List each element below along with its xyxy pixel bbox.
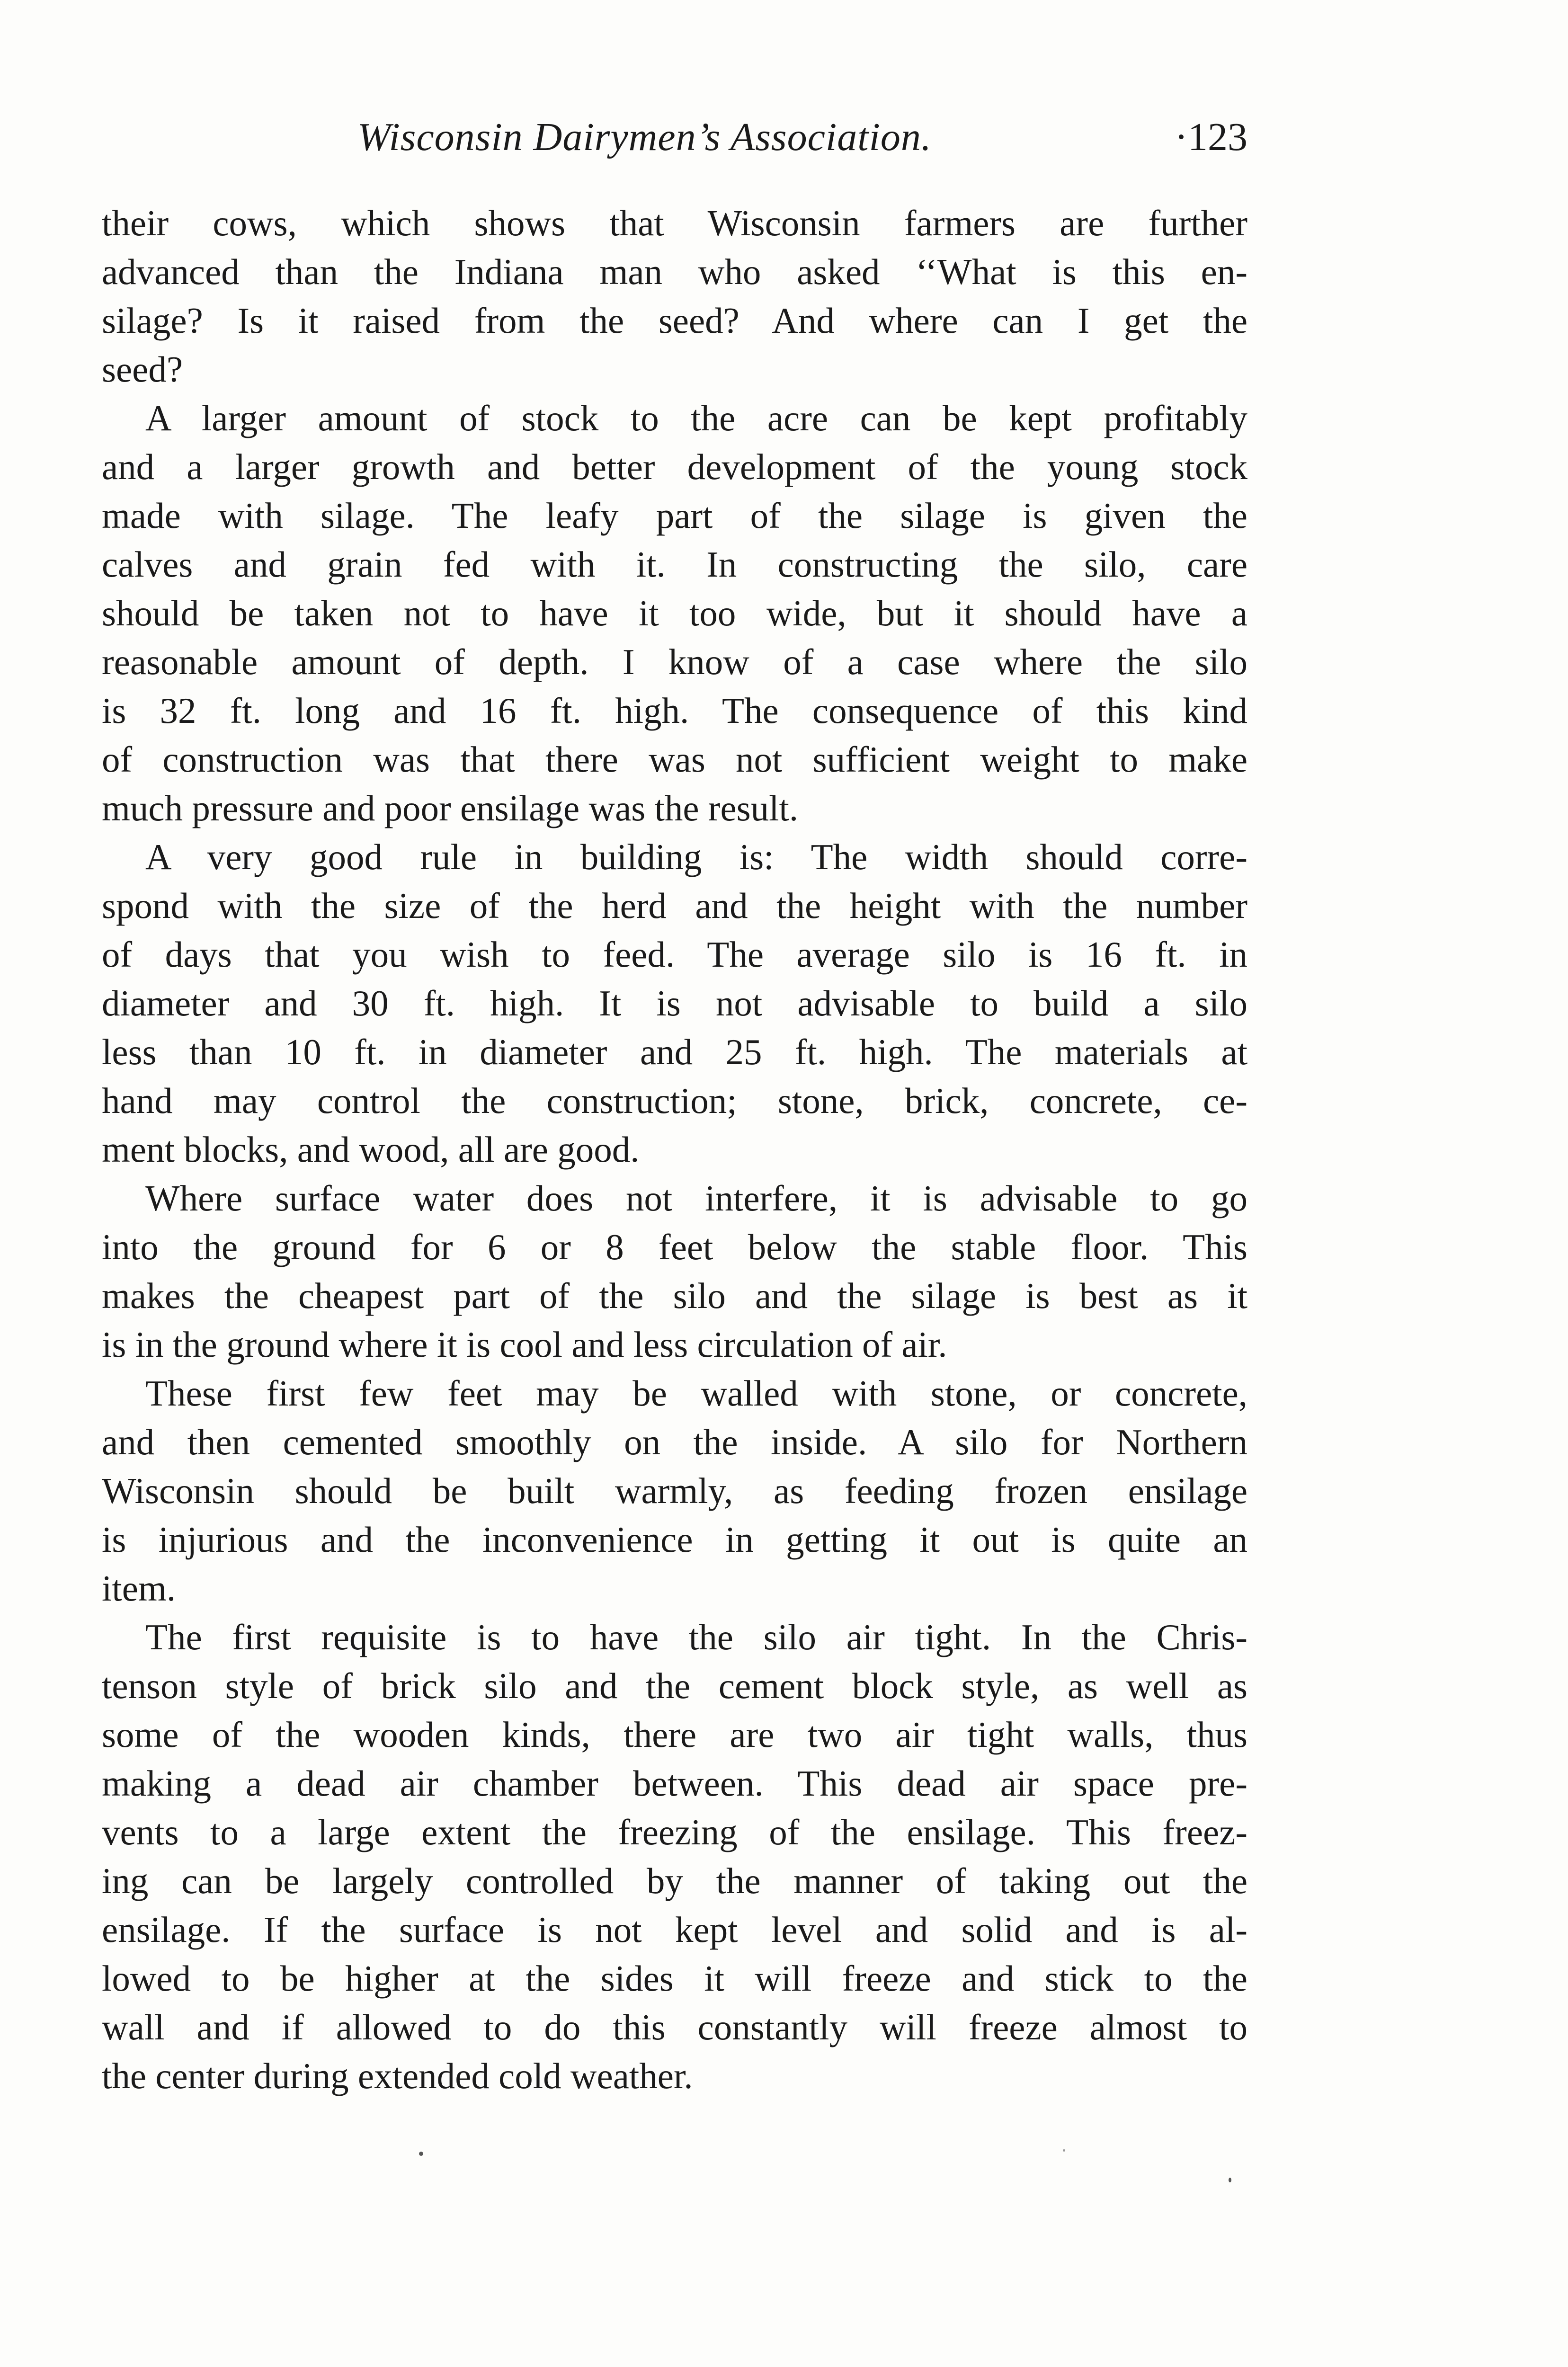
text-line: A very good rule in building is: The width should corre-: [145, 836, 1247, 877]
text-line: of construction was that there was not sufficient weight to make: [102, 739, 1247, 780]
text-line: silage? Is it raised from the seed? And where can I get the: [102, 300, 1247, 341]
text-line: item.: [102, 1568, 176, 1609]
text-line: much pressure and poor ensilage was the result.: [102, 788, 799, 828]
text-line: calves and grain fed with it. In constructing the silo, care: [102, 544, 1247, 585]
text-line: tenson style of brick silo and the cement block style, as well as: [102, 1665, 1247, 1706]
text-line: seed?: [102, 349, 183, 390]
text-line: advanced than the Indiana man who asked ‘‘What is this en-: [102, 251, 1247, 292]
text-line: their cows, which shows that Wisconsin farmers are further: [102, 203, 1247, 243]
paragraph-6: [102, 1613, 1247, 2100]
text-line: reasonable amount of depth. I know of a case where the silo: [102, 641, 1247, 682]
text-line: Where surface water does not interfere, it is advisable to go: [145, 1178, 1247, 1219]
ink-speck: [1229, 2178, 1231, 2182]
text-line: making a dead air chamber between. This dead air space pre-: [102, 1763, 1247, 1804]
text-line: made with silage. The leafy part of the silage is given the: [102, 495, 1247, 536]
text-line: less than 10 ft. in diameter and 25 ft. high. The materials at: [102, 1032, 1247, 1072]
text-line: A larger amount of stock to the acre can be kept profitably: [145, 398, 1247, 438]
paragraph-5: [102, 1369, 1247, 1613]
text-line: vents to a large extent the freezing of the ensilage. This freez-: [102, 1812, 1247, 1852]
text-line: ensilage. If the surface is not kept level and solid and is al-: [102, 1909, 1247, 1950]
text-line: diameter and 30 ft. high. It is not advisable to build a silo: [102, 983, 1247, 1023]
text-line: ing can be largely controlled by the manner of taking out the: [102, 1860, 1247, 1901]
text-line: These first few feet may be walled with stone, or concrete,: [145, 1373, 1247, 1414]
text-line: should be taken not to have it too wide, but it should have a: [102, 593, 1247, 633]
paragraph-3: [102, 833, 1247, 1174]
running-title: Wisconsin Dairymen’s Association.: [357, 115, 932, 159]
text-line: some of the wooden kinds, there are two air tight walls, thus: [102, 1714, 1247, 1755]
text-line: is in the ground where it is cool and less circulation of air.: [102, 1324, 947, 1365]
text-line: is 32 ft. long and 16 ft. high. The consequence of this kind: [102, 690, 1247, 731]
text-line: Wisconsin should be built warmly, as feeding frozen ensilage: [102, 1470, 1247, 1511]
text-line: the center during extended cold weather.: [102, 2056, 693, 2096]
paragraph-4: [102, 1174, 1247, 1369]
text-line: lowed to be higher at the sides it will freeze and stick to the: [102, 1958, 1247, 1999]
running-head: [102, 111, 1247, 168]
text-line: of days that you wish to feed. The average silo is 16 ft. in: [102, 934, 1247, 975]
paragraph-2: [102, 394, 1247, 833]
text-line: ment blocks, and wood, all are good.: [102, 1129, 640, 1170]
page-number: ·123: [1175, 115, 1247, 159]
text-line: makes the cheapest part of the silo and the silage is best as it: [102, 1275, 1247, 1316]
text-line: The first requisite is to have the silo air tight. In the Chris-: [145, 1617, 1247, 1657]
ink-speck: [419, 2152, 423, 2156]
text-line: spond with the size of the herd and the height with the number: [102, 885, 1247, 926]
ink-speck: [1063, 2149, 1065, 2152]
text-line: wall and if allowed to do this constantly will freeze almost to: [102, 2007, 1247, 2047]
text-line: into the ground for 6 or 8 feet below the stable floor. This: [102, 1227, 1247, 1267]
text-line: and a larger growth and better development of the young stock: [102, 446, 1247, 487]
text-line: is injurious and the inconvenience in getting it out is quite an: [102, 1519, 1247, 1560]
text-line: and then cemented smoothly on the inside. A silo for Northern: [102, 1422, 1247, 1462]
text-line: hand may control the construction; stone, brick, concrete, ce-: [102, 1080, 1247, 1121]
paragraph-1: [102, 199, 1247, 394]
body-text: [102, 199, 1247, 2100]
